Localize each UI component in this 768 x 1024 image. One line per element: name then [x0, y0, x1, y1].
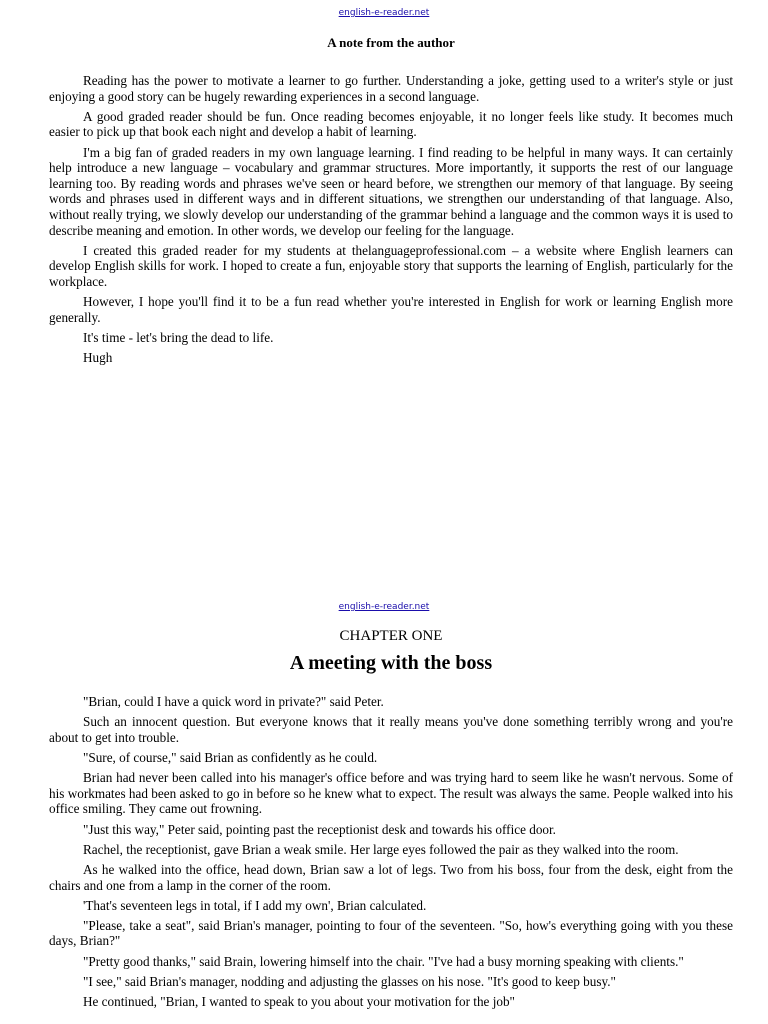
author-signature: Hugh — [83, 350, 113, 366]
author-note-section — [49, 35, 733, 370]
chapter-paragraph: Brian had never been called into his manager's office before and was trying hard to seem like he wasn't nervous. Some of his workmates had been asked to go in before so he knew what to expect. The result was always the same. People walked into his office smiling. They came out frowning. — [49, 770, 733, 817]
site-link-chapter[interactable]: english-e-reader.net — [338, 602, 430, 612]
chapter-paragraph: "Please, take a seat", said Brian's manager, pointing to four of the seventeen. "So, how's everything going with you these days, Brian?" — [49, 917, 733, 949]
author-note-paragraph: I created this graded reader for my students at thelanguageprofessional.com – a website where English learners can develop English skills for work. I hoped to create a fun, enjoyable story that supports the learning of English, particularly for the workplace. — [49, 242, 733, 289]
author-note-paragraph: However, I hope you'll find it to be a fun read whether you're interested in English for work or learning English more generally. — [49, 294, 733, 325]
chapter-paragraph: "Pretty good thanks," said Brain, lowering himself into the chair. "I've had a busy morning speaking with clients." — [83, 953, 684, 969]
chapter-label: CHAPTER ONE — [339, 628, 443, 644]
chapter-paragraph: As he walked into the office, head down, Brian saw a lot of legs. Two from his boss, four from the desk, eight from the chairs and one from a lamp in the corner of the room. — [49, 861, 733, 893]
chapter-section — [49, 628, 733, 1014]
site-link-top[interactable]: english-e-reader.net — [338, 8, 430, 18]
chapter-title: A meeting with the boss — [289, 652, 493, 674]
author-note-paragraph: A good graded reader should be fun. Once reading becomes enjoyable, it no longer feels like study. It becomes much easier to pick up that book each night and develop a habit of learning. — [49, 108, 733, 140]
chapter-paragraph: "Brian, could I have a quick word in private?" said Peter. — [83, 694, 384, 709]
chapter-paragraph: Such an innocent question. But everyone knows that it really means you've done something terribly wrong and you're about to get into trouble. — [49, 714, 733, 745]
chapter-paragraph: 'That's seventeen legs in total, if I add my own', Brian calculated. — [83, 897, 427, 913]
chapter-paragraph: Rachel, the receptionist, gave Brian a weak smile. Her large eyes followed the pair as they walked into the room. — [83, 841, 679, 857]
author-note-paragraph: I'm a big fan of graded readers in my own language learning. I find reading to be helpful in many ways. It can certainly help introduce a new language – vocabulary and grammar structures. More importantly, it supports the rest of our language learning too. By reading words and phrases we've seen or heard before, we strengthen our memory of that language. By seeing words and phrases used in different ways and in different situations, we strengthen our understanding of that language. Also, without really trying, we slowly develop our understanding of the grammar behind a language and the common ways it is used to describe meaning and emotion. In other words, we develop our feeling for the language. — [49, 144, 733, 238]
chapter-paragraph: "I see," said Brian's manager, nodding and adjusting the glasses on his nose. "It's good to keep busy." — [83, 973, 616, 989]
author-note-title: A note from the author — [327, 35, 455, 50]
author-note-paragraph: Reading has the power to motivate a learner to go further. Understanding a joke, getting used to a writer's style or just enjoying a good story can be hugely rewarding experiences in a second language. — [49, 73, 733, 104]
author-note-paragraph: It's time - let's bring the dead to life. — [83, 329, 274, 345]
chapter-paragraph: "Just this way," Peter said, pointing past the receptionist desk and towards his office door. — [83, 821, 556, 837]
chapter-paragraph: "Sure, of course," said Brian as confidently as he could. — [83, 749, 378, 765]
chapter-paragraph: He continued, "Brian, I wanted to speak to you about your motivation for the job" — [83, 994, 515, 1010]
